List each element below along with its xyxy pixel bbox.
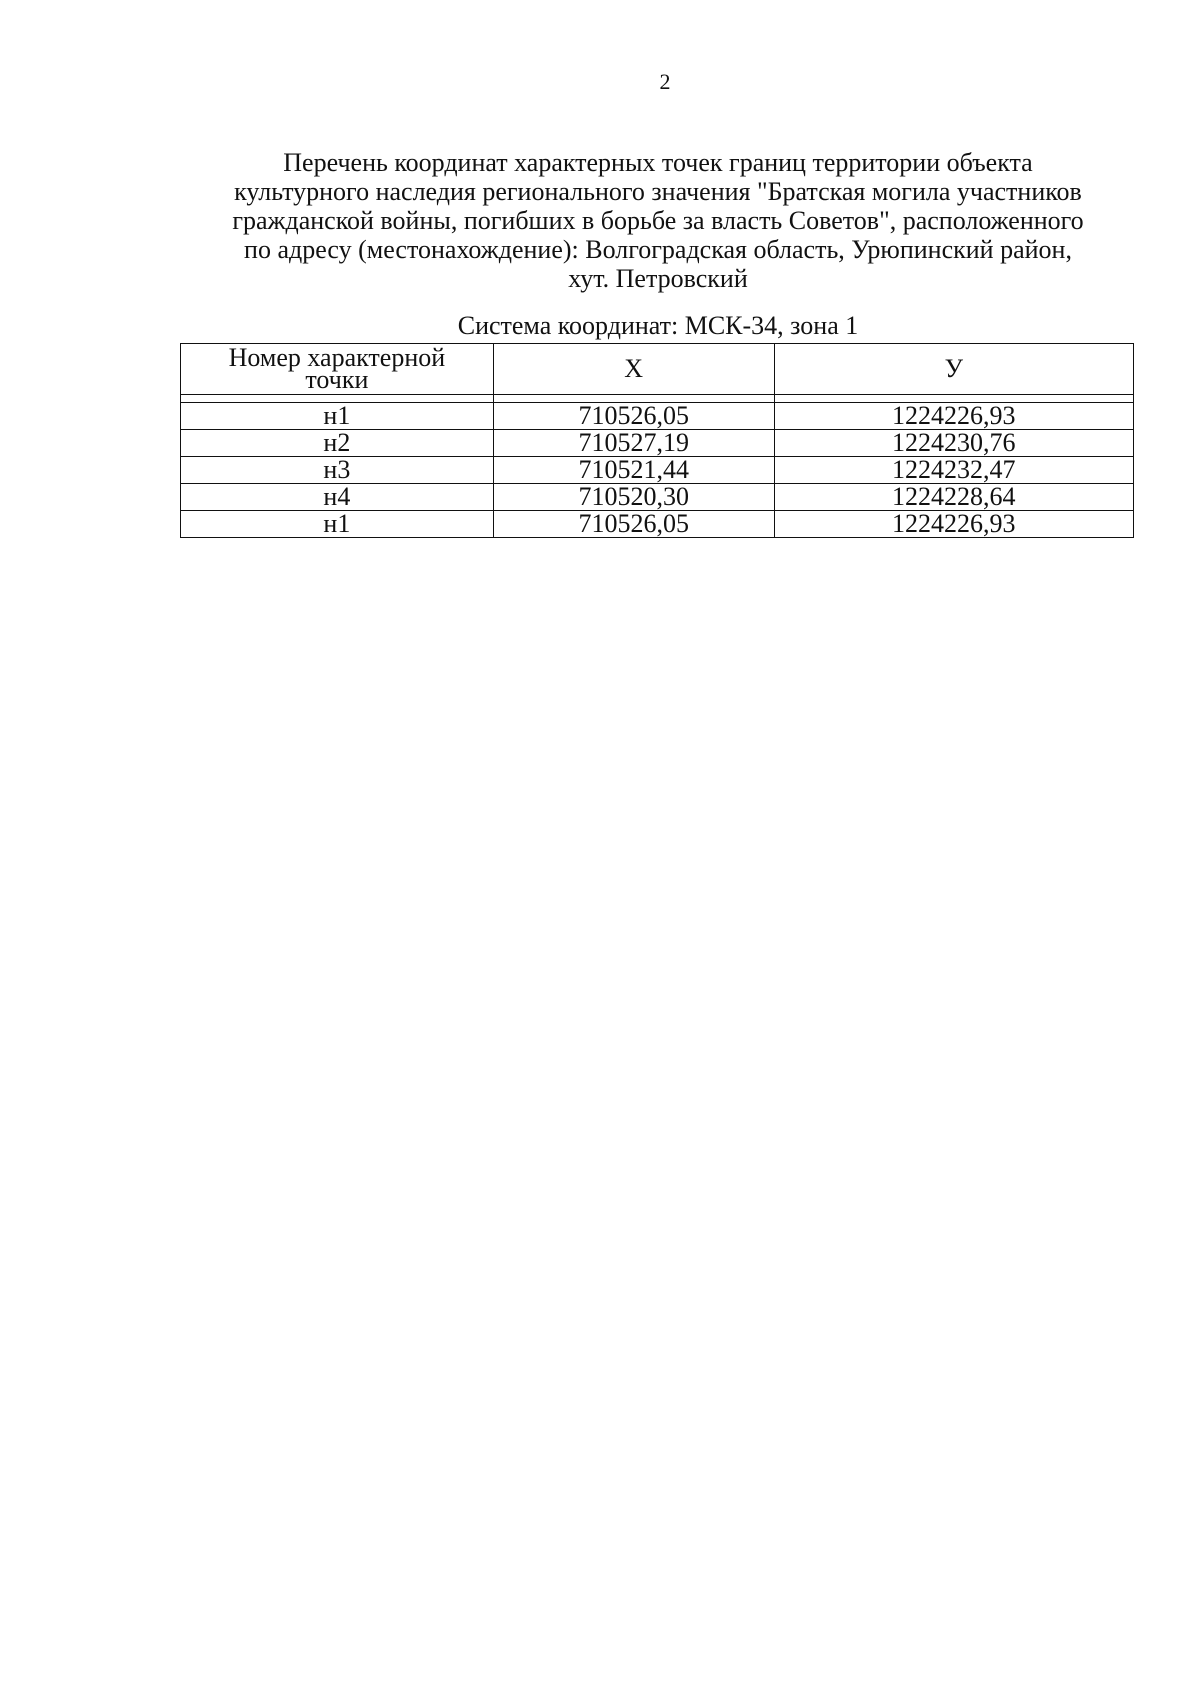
header-x: Х <box>493 344 774 395</box>
cell-point: н4 <box>181 484 494 511</box>
cell-y: 1224226,93 <box>774 511 1133 538</box>
document-title <box>178 148 1138 293</box>
header-point-line1: Номер характерной <box>228 343 446 372</box>
table-header-row <box>181 344 1134 395</box>
header-y: У <box>774 344 1133 395</box>
cell-y: 1224232,47 <box>774 457 1133 484</box>
cell-x: 710526,05 <box>493 403 774 430</box>
header-point-number <box>181 344 494 395</box>
title-line: по адресу (местонахождение): Волгоградская область, Урюпинский район, <box>244 235 1072 264</box>
title-line: Перечень координат характерных точек границ территории объекта <box>283 148 1033 177</box>
table-row <box>181 511 1134 538</box>
cell-point: н1 <box>181 403 494 430</box>
table-row <box>181 430 1134 457</box>
cell-x: 710521,44 <box>493 457 774 484</box>
page-number: 2 <box>659 69 671 94</box>
cell-y: 1224230,76 <box>774 430 1133 457</box>
cell-x: 710526,05 <box>493 511 774 538</box>
title-line: хут. Петровский <box>568 264 748 293</box>
coordinate-system-label: Система координат: МСК-34, зона 1 <box>457 311 859 340</box>
title-line: культурного наследия регионального значения "Братская могила участников <box>234 177 1082 206</box>
cell-x: 710520,30 <box>493 484 774 511</box>
cell-x: 710527,19 <box>493 430 774 457</box>
cell-point: н2 <box>181 430 494 457</box>
header-point-line2: точки <box>305 365 369 394</box>
cell-y: 1224226,93 <box>774 403 1133 430</box>
table-row <box>181 403 1134 430</box>
coordinates-table <box>180 343 1134 538</box>
title-line: гражданской войны, погибших в борьбе за власть Советов", расположенного <box>232 206 1084 235</box>
cell-point: н1 <box>181 511 494 538</box>
cell-point: н3 <box>181 457 494 484</box>
table-row <box>181 484 1134 511</box>
table-row <box>181 457 1134 484</box>
cell-y: 1224228,64 <box>774 484 1133 511</box>
